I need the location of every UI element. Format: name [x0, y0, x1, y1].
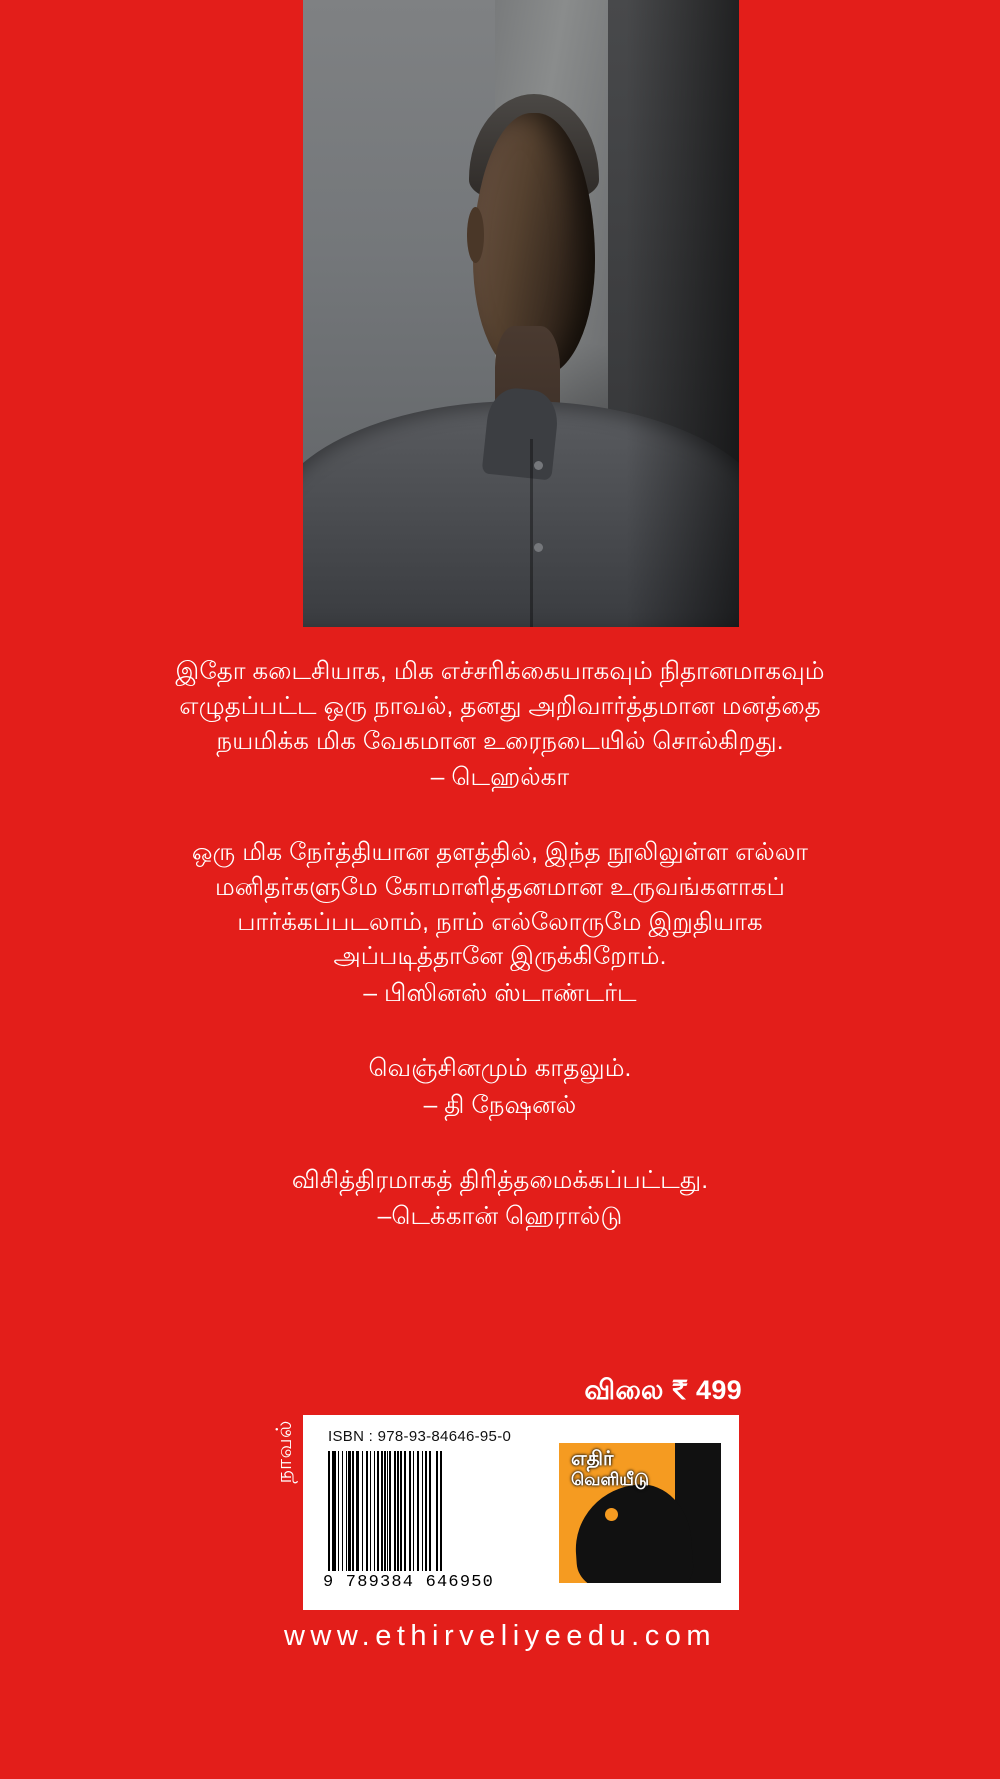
portrait-shirt-button [534, 543, 543, 552]
barcode [328, 1451, 540, 1571]
blurb-item [170, 655, 830, 796]
author-photo-image [303, 0, 739, 627]
publisher-website[interactable]: www.ethirveliyeedu.com [283, 1620, 717, 1652]
blurb-quote: ஒரு மிக நேர்த்தியான தளத்தில், இந்த நூலிலுள்ள எல்லா மனிதர்களுமே கோமாளித்தனமான உருவங்களாகப் பார்க்கப்படலாம், நாம் எல்லோருமே இறுதியாக அப்படித்தானே இருக்கிறோம். [191, 839, 809, 971]
author-photo [303, 0, 739, 627]
blurb-source: –டெக்கான் ஹெரால்டு [377, 1203, 623, 1231]
portrait-ear [467, 207, 484, 263]
isbn-barcode-panel [303, 1415, 739, 1610]
publisher-logo-text [571, 1449, 649, 1489]
barcode-digits: 9 789384 646950 [323, 1573, 495, 1592]
portrait-placket [530, 439, 533, 627]
publisher-logo-line1: எதிர் [571, 1448, 614, 1470]
blurb-quote: இதோ கடைசியாக, மிக எச்சரிக்கையாகவும் நிதானமாகவும் எழுதப்பட்ட ஒரு நாவல், தனது அறிவார்த்தமான மனத்தை நயமிக்க மிக வேகமான உரைநடையில் சொல்கிறது. [175, 658, 825, 755]
blurb-source: – பிஸினஸ் ஸ்டாண்டர்ட [363, 980, 637, 1008]
publisher-logo [559, 1443, 721, 1583]
blurb-quote: வெஞ்சினமும் காதலும். [368, 1055, 632, 1083]
photo-shadow [626, 0, 739, 627]
blurb-source: – டெஹல்கா [430, 764, 570, 792]
blurb-item [170, 1164, 830, 1236]
genre-spine-label: நாவல் [273, 1420, 296, 1484]
price-label: விலை ₹ 499 [584, 1375, 742, 1405]
blurb-source: – தி நேஷனல் [423, 1091, 577, 1119]
blurb-item [170, 1052, 830, 1124]
blurb-quote: விசித்திரமாகத் திரித்தமைக்கப்பட்டது. [291, 1166, 709, 1194]
blurb-item [170, 836, 830, 1012]
publisher-logo-eye-icon [605, 1508, 618, 1521]
review-blurbs [170, 655, 830, 1275]
publisher-logo-line2: வெளியீடு [571, 1469, 650, 1489]
isbn-number: ISBN : 978-93-84646-95-0 [328, 1428, 512, 1445]
